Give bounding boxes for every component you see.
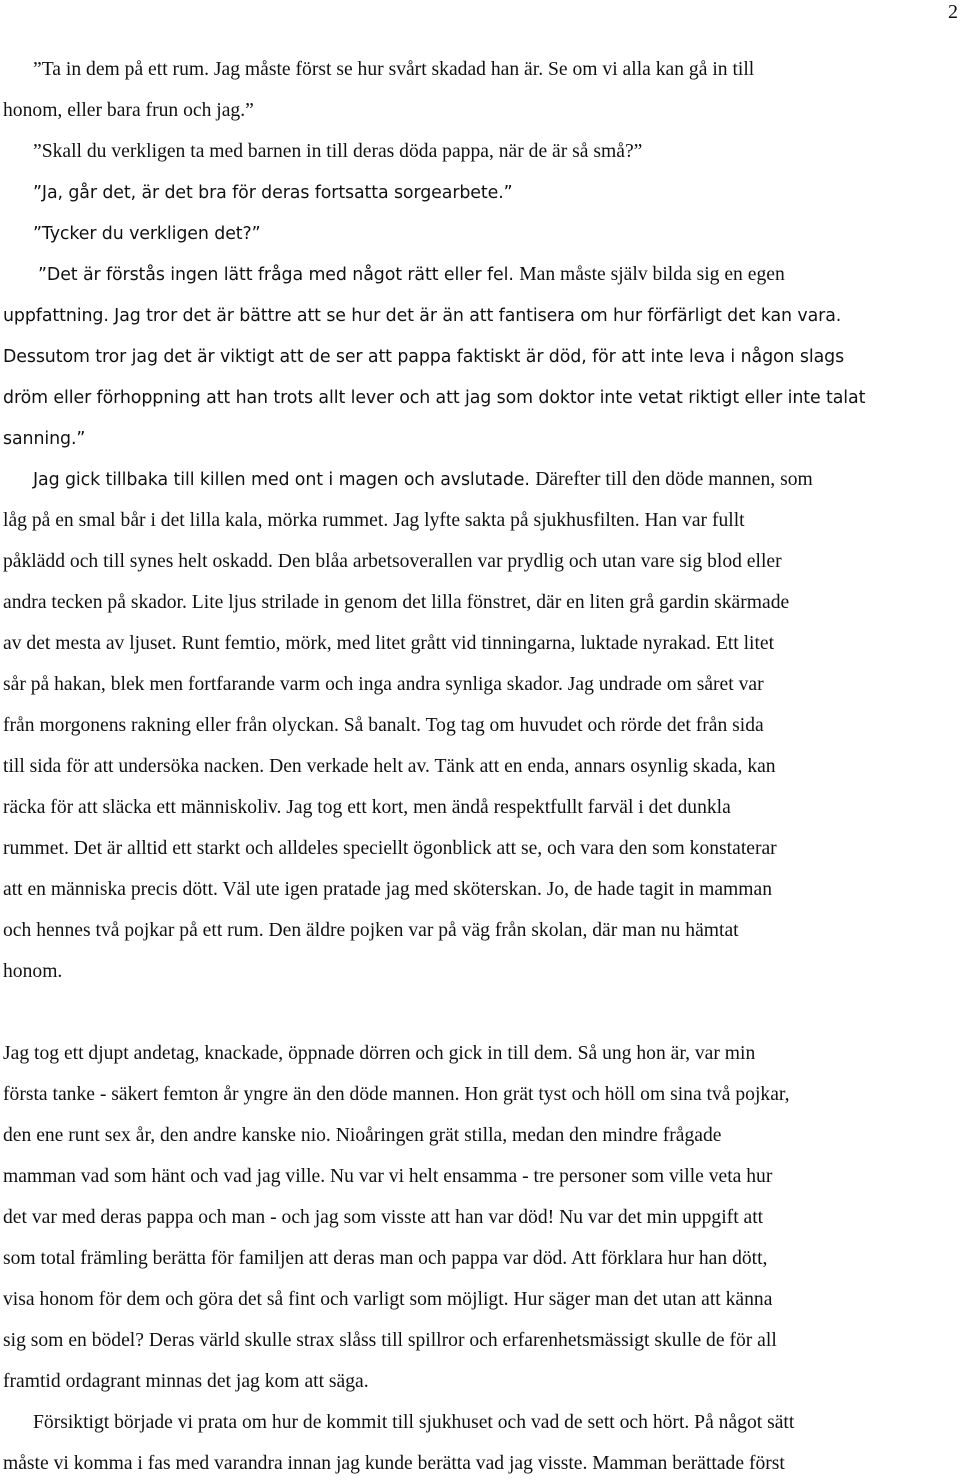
text-line bbox=[3, 213, 958, 254]
text-line bbox=[3, 377, 958, 418]
text-segment: det var med deras pappa och man - och jag som visste att han var död! Nu var det min uppgift att bbox=[3, 1207, 764, 1228]
text-segment: som total främling berätta för familjen att deras man och pappa var död. Att förklara hur han dött, bbox=[3, 1248, 768, 1269]
text-line bbox=[3, 664, 958, 705]
text-line bbox=[3, 1238, 958, 1279]
text-segment: Försiktigt började vi prata om hur de kommit till sjukhuset och vad de sett och hört. På något sätt bbox=[33, 1412, 795, 1433]
text-segment: Jag tog ett djupt andetag, knackade, öppnade dörren och gick in till dem. Så ung hon är, var min bbox=[3, 1043, 756, 1064]
text-segment: sanning.” bbox=[3, 429, 86, 449]
paragraph-gap bbox=[3, 992, 958, 1033]
text-line bbox=[3, 500, 958, 541]
text-segment: uppfattning. Jag tror det är bättre att se hur det är än att fantisera om hur förfärligt det kan vara. bbox=[3, 306, 842, 326]
text-line bbox=[3, 787, 958, 828]
text-segment: Jag gick tillbaka till killen med ont i magen och avslutade. bbox=[33, 470, 536, 490]
text-segment: ”Ja, går det, är det bra för deras fortsatta sorgearbete.” bbox=[33, 183, 513, 203]
text-line bbox=[3, 1197, 958, 1238]
text-segment: räcka för att släcka ett människoliv. Jag tog ett kort, men ändå respektfullt farväl i det dunkla bbox=[3, 797, 731, 818]
text-line bbox=[3, 1443, 958, 1484]
text-line bbox=[3, 459, 958, 500]
text-line bbox=[3, 910, 958, 951]
text-line bbox=[3, 1320, 958, 1361]
text-segment: av det mesta av ljuset. Runt femtio, mörk, med litet grått vid tinningarna, luktade nyrakad. Ett litet bbox=[3, 633, 775, 654]
text-segment: ”Ta in dem på ett rum. Jag måste först se hur svårt skadad han är. Se om vi alla kan gå in till bbox=[33, 59, 755, 80]
text-segment: visa honom för dem och göra det så fint och varligt som möjligt. Hur säger man det utan att känna bbox=[3, 1289, 773, 1310]
text-segment: Dessutom tror jag det är viktigt att de ser att pappa faktiskt är död, för att inte leva i någon slags bbox=[3, 347, 845, 367]
text-line bbox=[3, 1279, 958, 1320]
text-segment: låg på en smal bår i det lilla kala, mörka rummet. Jag lyfte sakta på sjukhusfilten. Han var fullt bbox=[3, 510, 745, 531]
text-line bbox=[3, 1074, 958, 1115]
text-line bbox=[3, 1115, 958, 1156]
text-segment: dröm eller förhoppning att han trots allt lever och att jag som doktor inte vetat riktigt eller inte talat bbox=[3, 388, 866, 408]
text-segment: påklädd och till synes helt oskadd. Den blåa arbetsoverallen var prydlig och utan vare sig blod eller bbox=[3, 551, 782, 572]
text-line bbox=[3, 623, 958, 664]
text-segment: till sida för att undersöka nacken. Den verkade helt av. Tänk att en enda, annars osynlig skada, kan bbox=[3, 756, 776, 777]
text-line bbox=[3, 869, 958, 910]
text-line bbox=[3, 1033, 958, 1074]
text-segment: den ene runt sex år, den andre kanske nio. Nioåringen grät stilla, medan den mindre frågade bbox=[3, 1125, 722, 1146]
text-line bbox=[3, 705, 958, 746]
text-line bbox=[3, 90, 958, 131]
text-line bbox=[3, 49, 958, 90]
text-line bbox=[3, 541, 958, 582]
text-segment: ”Skall du verkligen ta med barnen in till deras döda pappa, när de är så små?” bbox=[33, 141, 643, 162]
text-segment: sig som en bödel? Deras värld skulle strax slåss till spillror och erfarenhetsmässigt skulle de för all bbox=[3, 1330, 777, 1351]
text-segment: framtid ordagrant minnas det jag kom att säga. bbox=[3, 1371, 369, 1392]
text-line bbox=[3, 254, 958, 295]
text-segment: honom, eller bara frun och jag.” bbox=[3, 100, 254, 121]
text-segment: andra tecken på skador. Lite ljus strilade in genom det lilla fönstret, där en liten grå gardin skärmade bbox=[3, 592, 790, 613]
text-line bbox=[3, 1402, 958, 1443]
document-body bbox=[3, 49, 958, 1484]
text-segment: måste vi komma i fas med varandra innan jag kunde berätta vad jag visste. Mamman berättade först bbox=[3, 1453, 785, 1474]
text-segment: Därefter till den döde mannen, som bbox=[535, 469, 813, 490]
text-segment: från morgonens rakning eller från olyckan. Så banalt. Tog tag om huvudet och rörde det från sida bbox=[3, 715, 764, 736]
text-line bbox=[3, 582, 958, 623]
text-line bbox=[3, 418, 958, 459]
text-segment: sår på hakan, blek men fortfarande varm och inga andra synliga skador. Jag undrade om såret var bbox=[3, 674, 764, 695]
text-line bbox=[3, 172, 958, 213]
text-line bbox=[3, 295, 958, 336]
text-segment: och hennes två pojkar på ett rum. Den äldre pojken var på väg från skolan, där man nu hämtat bbox=[3, 920, 739, 941]
text-segment: honom. bbox=[3, 961, 63, 982]
text-line bbox=[3, 1156, 958, 1197]
text-line bbox=[3, 336, 958, 377]
text-line bbox=[3, 951, 958, 992]
text-segment: första tanke - säkert femton år yngre än den döde mannen. Hon grät tyst och höll om sina två pojkar, bbox=[3, 1084, 790, 1105]
text-segment: mamman vad som hänt och vad jag ville. Nu var vi helt ensamma - tre personer som ville veta hur bbox=[3, 1166, 773, 1187]
text-segment: ”Tycker du verkligen det?” bbox=[33, 224, 261, 244]
text-segment: Man måste själv bilda sig en egen bbox=[519, 264, 785, 285]
page-number: 2 bbox=[948, 1, 958, 23]
text-line bbox=[3, 1361, 958, 1402]
text-line bbox=[3, 131, 958, 172]
text-segment: ”Det är förstås ingen lätt fråga med något rätt eller fel. bbox=[38, 265, 520, 285]
text-line bbox=[3, 828, 958, 869]
text-line bbox=[3, 746, 958, 787]
text-segment: rummet. Det är alltid ett starkt och alldeles speciellt ögonblick att se, och vara den som konstaterar bbox=[3, 838, 777, 859]
text-segment: att en människa precis dött. Väl ute igen pratade jag med sköterskan. Jo, de hade tagit in mamman bbox=[3, 879, 773, 900]
